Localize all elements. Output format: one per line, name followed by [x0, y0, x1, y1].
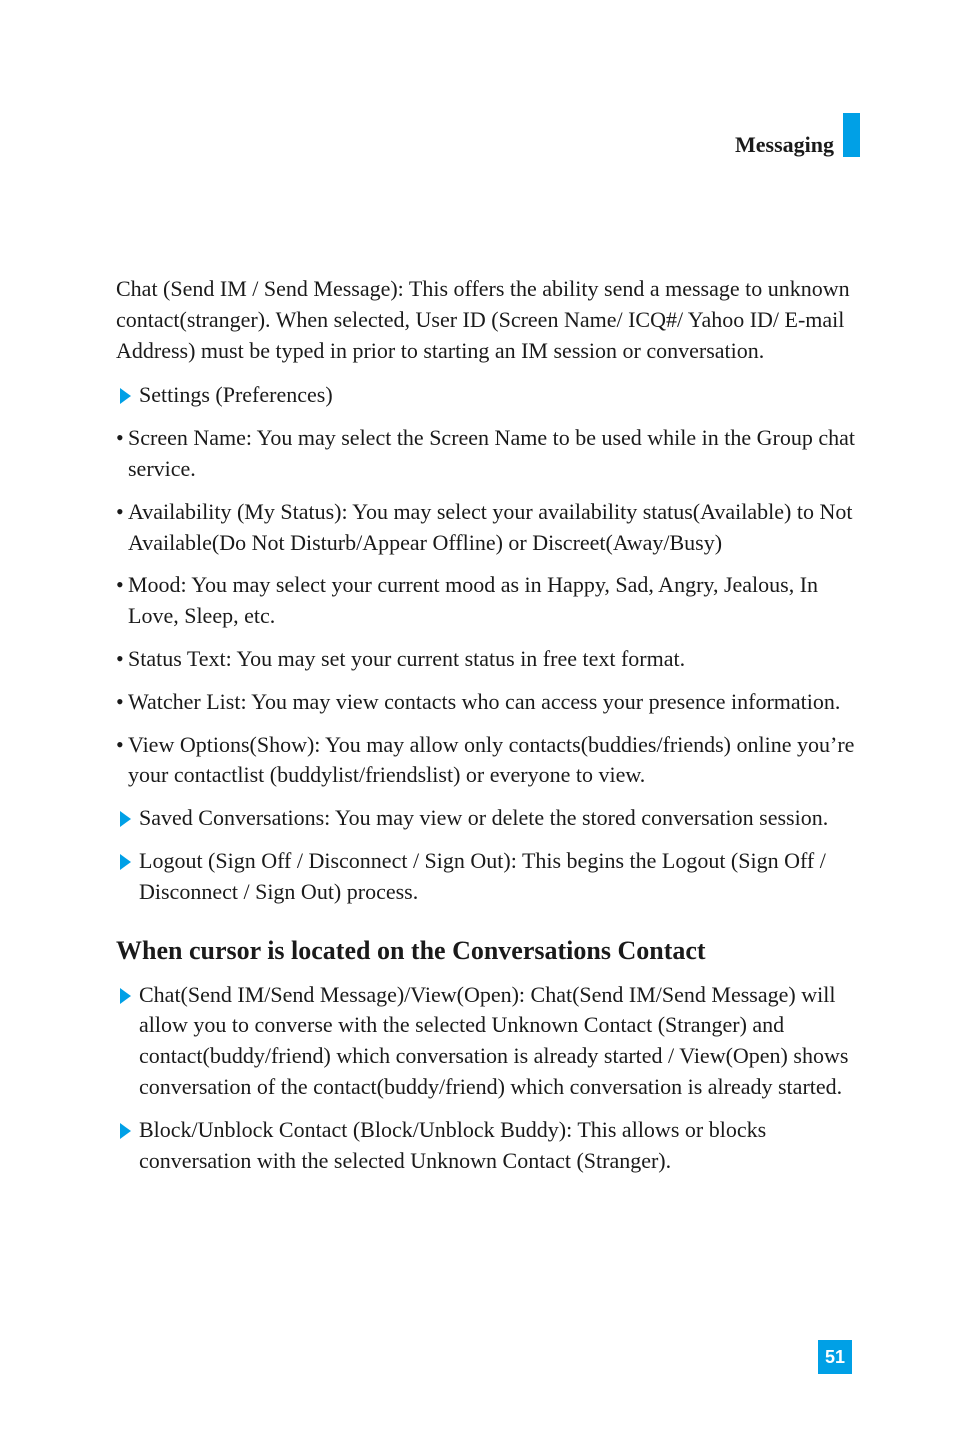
- page-number-badge: 51: [818, 1340, 852, 1374]
- menu-item-label: Block/Unblock Contact (Block/Unblock Buddy): This allows or blocks conversation with the selected Unknown Contact (Stranger).: [139, 1116, 767, 1173]
- bullet-icon: •: [116, 498, 124, 524]
- bullet-text: Watcher List: You may view contacts who can access your presence information.: [128, 688, 841, 714]
- settings-bullet: [116, 687, 861, 718]
- arrow-icon: [120, 854, 131, 870]
- bullet-text: Status Text: You may set your current status in free text format.: [128, 645, 686, 671]
- menu-item-label: Logout (Sign Off / Disconnect / Sign Out): This begins the Logout (Sign Off / Disconnect / Sign Out) process.: [139, 847, 826, 904]
- menu-item-label: Settings (Preferences): [139, 382, 333, 408]
- settings-bullet: [116, 497, 861, 559]
- menu-item-settings: [116, 380, 861, 411]
- menu-item-saved-conversations: [116, 803, 861, 834]
- settings-bullet: [116, 570, 861, 632]
- page-content: [116, 274, 861, 1188]
- settings-bullet: [116, 730, 861, 792]
- bullet-text: View Options(Show): You may allow only contacts(buddies/friends) online you’re your contactlist (buddylist/friendslist) or everyone to view.: [128, 731, 855, 788]
- bullet-icon: •: [116, 572, 124, 598]
- menu-item-block-unblock: [116, 1115, 861, 1177]
- menu-item-label: Chat(Send IM/Send Message)/View(Open): Chat(Send IM/Send Message) will allow you to converse with the selected Unknown Contact (Stranger) and contact(buddy/friend) which conversation is already started / View(Open) shows conversation of the contact(buddy/friend) which conversation is already started.: [139, 981, 849, 1099]
- settings-bullet: [116, 423, 861, 485]
- settings-bullet: [116, 644, 861, 675]
- section-accent-bar: [843, 113, 860, 157]
- bullet-icon: •: [116, 645, 124, 671]
- menu-item-logout: [116, 846, 861, 908]
- section-title: Messaging: [735, 132, 834, 157]
- bullet-text: Screen Name: You may select the Screen Name to be used while in the Group chat service.: [128, 425, 856, 481]
- menu-item-chat-view: [116, 980, 861, 1103]
- bullet-icon: •: [116, 731, 124, 757]
- bullet-icon: •: [116, 425, 124, 451]
- bullet-text: Mood: You may select your current mood as in Happy, Sad, Angry, Jealous, In Love, Sleep, etc.: [128, 572, 819, 629]
- arrow-icon: [120, 988, 131, 1004]
- arrow-icon: [120, 1123, 131, 1139]
- section-heading: When cursor is located on the Conversations Contact: [116, 935, 706, 965]
- menu-item-label: Saved Conversations: You may view or delete the stored conversation session.: [139, 805, 829, 831]
- bullet-icon: •: [116, 688, 124, 714]
- intro-paragraph: Chat (Send IM / Send Message): This offers the ability send a message to unknown contact(stranger). When selected, User ID (Screen Name/ ICQ#/ Yahoo ID/ E-mail Address) must be typed in prior to starting an IM session or conversation.: [116, 276, 850, 363]
- arrow-icon: [120, 811, 131, 827]
- bullet-text: Availability (My Status): You may select your availability status(Available) to Not Available(Do Not Disturb/Appear Offline) or Discreet(Away/Busy): [128, 498, 853, 555]
- arrow-icon: [120, 388, 131, 404]
